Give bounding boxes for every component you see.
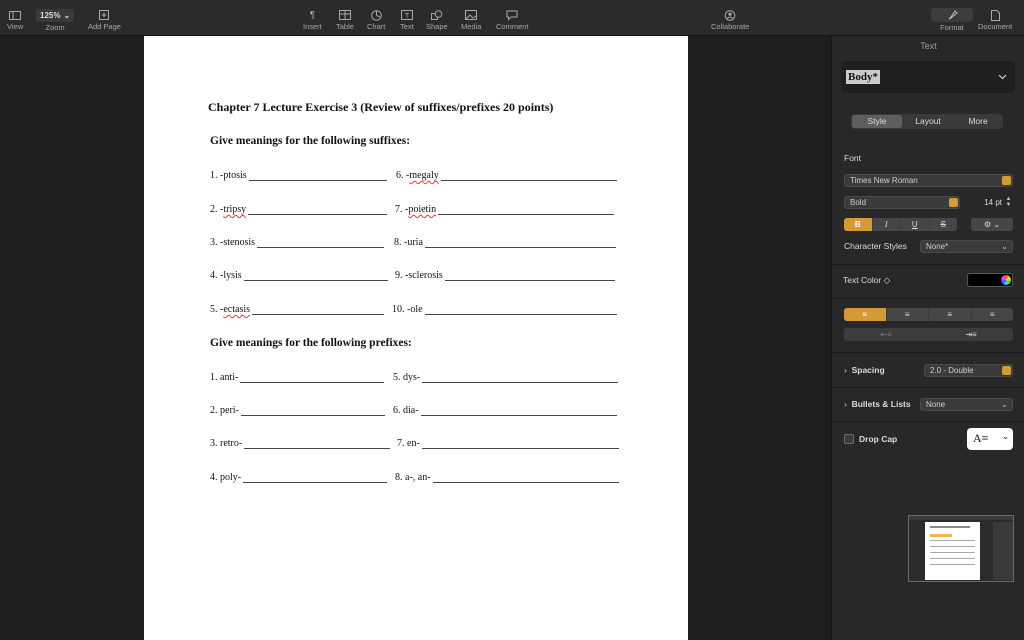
color-wheel-icon [1001,275,1011,285]
stepper-icon [949,198,958,207]
text-label: Text [400,22,414,31]
bullets-section-toggle[interactable] [844,399,911,409]
align-right-icon[interactable]: ≡ [929,308,972,321]
character-styles-label: Character Styles [844,241,907,251]
chevron-right-icon: › [844,399,847,409]
text-color-label[interactable]: Text Color ◇ [843,275,891,285]
comment-icon [506,9,518,21]
text-box-icon [401,9,413,21]
text-button[interactable] [400,9,414,31]
list-item: 2. peri- [210,405,385,416]
chart-label: Chart [367,22,386,31]
font-size-stepper[interactable]: ▲ ▼ [1005,196,1012,208]
thumbnail-toolbar [909,516,1013,520]
stepper-icon [1002,366,1011,375]
text-options-button[interactable] [971,218,1013,231]
list-item: 9. -sclerosis [395,270,615,281]
font-label: Font [844,153,862,163]
view-label: View [7,22,24,31]
view-button[interactable] [7,9,23,31]
document-page[interactable] [144,36,688,640]
align-center-icon[interactable]: ≡ [887,308,930,321]
font-name-value: Times New Roman [850,176,918,185]
stepper-icon [1002,176,1011,185]
media-label: Media [461,22,482,31]
tab-layout[interactable]: Layout [915,116,941,126]
suffix-heading: Give meanings for the following suffixes: [210,135,411,147]
zoom-select[interactable] [36,9,74,22]
bullets-value: None [926,400,946,409]
spacing-label: Spacing [851,365,885,375]
bullets-label: Bullets & Lists [851,399,911,409]
document-button[interactable] [978,9,1012,31]
zoom-label: Zoom [45,23,65,32]
indent-buttons [844,328,1013,341]
tab-style[interactable]: Style [852,115,902,128]
paintbrush-icon [947,10,958,21]
table-icon [339,9,351,21]
shape-button[interactable] [426,9,448,31]
insert-label: Insert [303,22,322,31]
list-item: 7. - poietin [395,204,614,215]
list-item: 4. -lysis [210,270,388,281]
drop-cap-icon: A≡ [973,431,989,445]
add-page-icon [99,9,109,21]
character-styles-value: None* [926,242,949,251]
chevron-down-icon: ⌄ [63,11,71,20]
document-icon [991,9,1000,21]
table-label: Table [336,22,354,31]
alignment-buttons [844,308,1013,321]
character-styles-select[interactable] [920,240,1013,253]
list-item: 5. - ectasis [210,304,384,315]
list-item: 6. - megaly [396,170,617,181]
strikethrough-button[interactable]: S [940,220,946,229]
drop-cap-style-select[interactable] [967,428,1013,450]
format-button[interactable] [931,8,973,32]
list-item: 3. retro- [210,438,390,449]
list-item: 1. -ptosis [210,170,387,181]
list-item: 1. anti- [210,372,384,383]
divider [832,387,1024,388]
sidebar-view-icon [9,9,21,21]
chevron-down-icon [998,72,1007,82]
svg-text:T: T [404,13,410,20]
align-left-icon[interactable]: ≡ [844,308,887,321]
spacing-section-toggle[interactable] [844,365,885,375]
table-button[interactable] [336,9,354,31]
document-label: Document [978,22,1013,31]
media-button[interactable] [461,9,481,31]
chevron-down-icon: ⌄ [1001,400,1008,409]
list-item: 5. dys- [393,372,618,383]
list-item: 2. - tripsy [210,204,387,215]
list-item: 7. en- [397,438,619,449]
add-page-label: Add Page [88,22,121,31]
format-label: Format [940,23,964,32]
paragraph-style-value: Body* [848,71,878,83]
bold-button[interactable]: B [844,218,873,231]
divider [832,298,1024,299]
document-canvas[interactable] [0,36,831,640]
shape-icon [431,9,443,21]
gear-icon: ⚙ ⌄ [983,220,1001,229]
document-title: Chapter 7 Lecture Exercise 3 (Review of suffixes/prefixes 20 points) [208,100,554,114]
shape-label: Shape [426,22,448,31]
align-justify-icon[interactable]: ≡ [989,310,995,319]
sidebar-title: Text [920,41,937,51]
text-color-well[interactable] [967,273,1013,287]
font-name-select[interactable] [844,174,1013,187]
prefix-heading: Give meanings for the following prefixes: [210,337,412,349]
zoom-value: 125% [40,11,61,20]
font-size-field[interactable]: 14 pt [984,198,1002,207]
collaborate-icon [724,9,736,21]
italic-button[interactable]: I [873,218,902,231]
divider [832,421,1024,422]
list-item: 4. poly- [210,472,387,483]
chevron-down-icon: ⌄ [1001,242,1008,251]
drop-cap-checkbox[interactable] [844,434,854,444]
spacing-select[interactable] [924,364,1013,377]
spacing-value: 2.0 - Double [930,366,974,375]
chart-button[interactable] [367,9,385,31]
format-icon-bg [931,8,973,22]
list-item: 8. a-, an- [395,472,619,483]
page-thumbnail[interactable] [908,515,1014,582]
font-style-buttons [844,218,957,231]
bullets-select[interactable] [920,398,1013,411]
list-item: 3. -stenosis [210,237,384,248]
list-item: 8. -uria [394,237,616,248]
increase-indent-icon[interactable]: ⇥≡ [965,330,977,339]
divider [832,352,1024,353]
thumbnail-sidebar [993,522,1013,580]
chart-icon [371,9,382,21]
font-weight-value: Bold [850,198,867,207]
comment-label: Comment [496,22,529,31]
drop-cap-label: Drop Cap [859,434,898,444]
zoom-control[interactable] [36,9,74,32]
list-item: 6. dia- [393,405,617,416]
underline-button[interactable]: U [901,218,930,231]
list-item: 10. -ole [392,304,617,315]
thumbnail-page [925,522,980,580]
paragraph-style-select[interactable] [841,61,1015,93]
font-weight-select[interactable] [844,196,960,209]
add-page-button[interactable] [88,9,121,31]
chevron-down-icon: ⌄ [1002,432,1009,441]
sidebar-tabs [851,114,1003,129]
collaborate-button[interactable] [711,9,749,31]
photo-icon [465,9,477,21]
decrease-indent-icon[interactable]: ⇤≡ [844,328,929,341]
toolbar [0,0,1024,36]
collaborate-label: Collaborate [711,22,750,31]
tab-more[interactable]: More [968,116,988,126]
comment-button[interactable] [496,9,529,31]
divider [832,264,1024,265]
chevron-right-icon: › [844,365,847,375]
insert-button[interactable] [303,9,322,31]
pilcrow-icon: ¶ [309,9,316,21]
